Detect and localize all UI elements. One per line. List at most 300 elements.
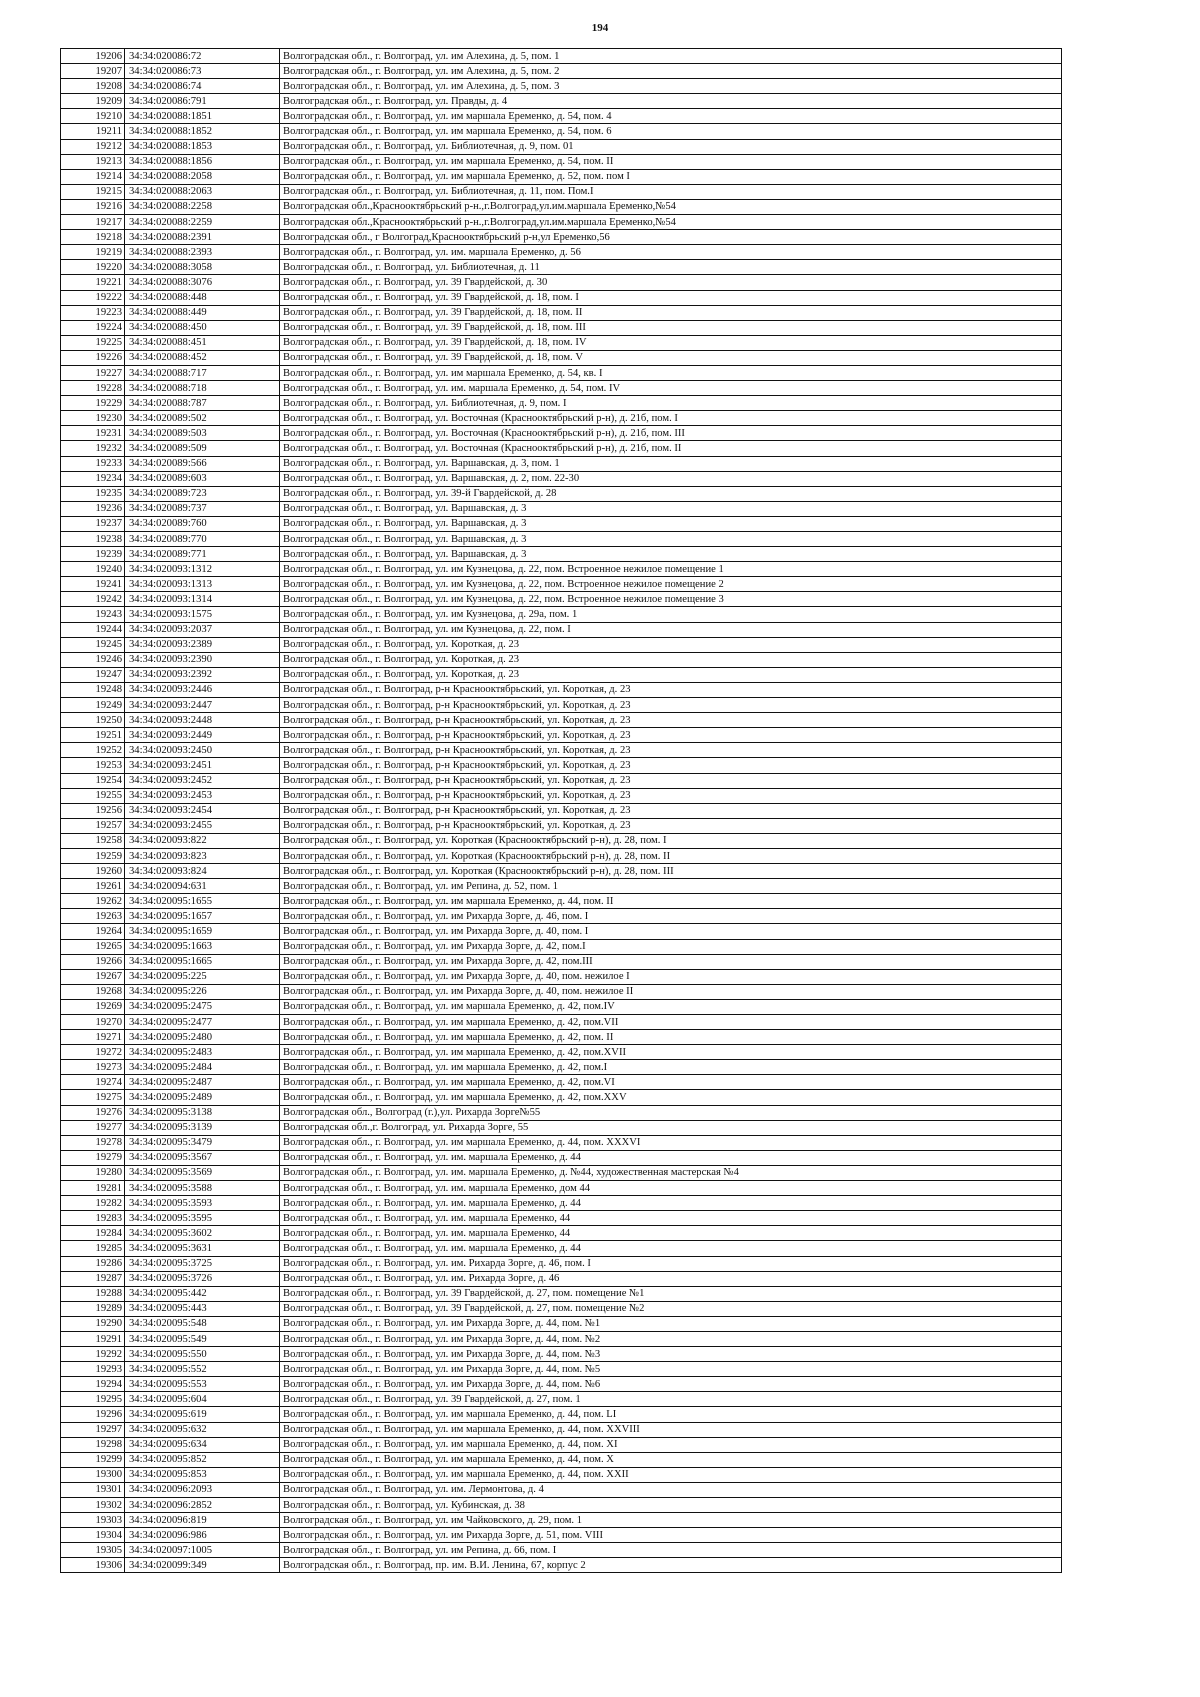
row-number: 19257 [61,818,125,833]
cadastral-number: 34:34:020089:603 [125,471,280,486]
table-row [61,456,1062,471]
table-row [61,1256,1062,1271]
cadastral-number: 34:34:020093:2449 [125,728,280,743]
address: Волгоградская обл., г. Волгоград, ул. им Рихарда Зорге, д. 42, пом.I [280,939,1062,954]
address: Волгоградская обл., г. Волгоград, ул. 39 Гвардейской, д. 18, пом. II [280,305,1062,320]
row-number: 19215 [61,184,125,199]
address: Волгоградская обл., г. Волгоград, ул. Варшавская, д. 3 [280,547,1062,562]
cadastral-number: 34:34:020099:349 [125,1558,280,1573]
table-row [61,1392,1062,1407]
cadastral-number: 34:34:020093:823 [125,848,280,863]
cadastral-number: 34:34:020093:2455 [125,818,280,833]
cadastral-number: 34:34:020095:2477 [125,1015,280,1030]
row-number: 19222 [61,290,125,305]
row-number: 19219 [61,245,125,260]
table-row [61,562,1062,577]
row-number: 19300 [61,1467,125,1482]
table-row [61,49,1062,64]
address: Волгоградская обл., г. Волгоград, ул. им маршала Еременко, д. 42, пом.IV [280,999,1062,1014]
cadastral-number: 34:34:020089:503 [125,426,280,441]
row-number: 19287 [61,1271,125,1286]
address: Волгоградская обл., г. Волгоград, ул. им Рихарда Зорге, д. 40, пом. нежилое II [280,984,1062,999]
registry-table-body [61,49,1062,1573]
address: Волгоградская обл., г. Волгоград, ул. Короткая (Краснооктябрьский р-н), д. 28, пом. III [280,864,1062,879]
table-row [61,426,1062,441]
cadastral-number: 34:34:020095:2489 [125,1090,280,1105]
cadastral-number: 34:34:020088:2063 [125,184,280,199]
row-number: 19206 [61,49,125,64]
row-number: 19278 [61,1135,125,1150]
address: Волгоградская обл., г. Волгоград, пр. им. В.И. Ленина, 67, корпус 2 [280,1558,1062,1573]
table-row [61,1241,1062,1256]
cadastral-number: 34:34:020088:2259 [125,215,280,230]
table-row [61,1045,1062,1060]
address: Волгоградская обл., г. Волгоград, ул. им Рихарда Зорге, д. 44, пом. №6 [280,1377,1062,1392]
table-row [61,1407,1062,1422]
cadastral-number: 34:34:020088:1853 [125,139,280,154]
row-number: 19293 [61,1362,125,1377]
cadastral-number: 34:34:020095:548 [125,1316,280,1331]
table-row [61,1150,1062,1165]
cadastral-number: 34:34:020095:1655 [125,894,280,909]
address: Волгоградская обл., г. Волгоград, ул. Короткая, д. 23 [280,667,1062,682]
cadastral-number: 34:34:020095:2475 [125,999,280,1014]
table-row [61,1105,1062,1120]
address: Волгоградская обл., г. Волгоград, ул. им маршала Еременко, д. 54, пом. 6 [280,124,1062,139]
row-number: 19232 [61,441,125,456]
address: Волгоградская обл., г. Волгоград, ул. им. маршала Еременко, 44 [280,1211,1062,1226]
cadastral-number: 34:34:020095:1659 [125,924,280,939]
page-number: 194 [591,22,609,34]
table-row [61,1362,1062,1377]
table-row [61,1543,1062,1558]
cadastral-number: 34:34:020095:553 [125,1377,280,1392]
table-row [61,486,1062,501]
address: Волгоградская обл., г. Волгоград, ул. Варшавская, д. 3 [280,532,1062,547]
cadastral-number: 34:34:020088:1852 [125,124,280,139]
row-number: 19262 [61,894,125,909]
address: Волгоградская обл., г. Волгоград, ул. им Рихарда Зорге, д. 42, пом.III [280,954,1062,969]
table-row [61,275,1062,290]
cadastral-number: 34:34:020088:717 [125,365,280,380]
row-number: 19303 [61,1513,125,1528]
address: Волгоградская обл., г. Волгоград, ул. им Кузнецова, д. 22, пом. Встроенное нежилое помещение 2 [280,577,1062,592]
cadastral-number: 34:34:020095:3602 [125,1226,280,1241]
cadastral-number: 34:34:020095:3595 [125,1211,280,1226]
table-row [61,260,1062,275]
cadastral-number: 34:34:020095:3479 [125,1135,280,1150]
table-row [61,1286,1062,1301]
address: Волгоградская обл., г. Волгоград, ул. 39 Гвардейской, д. 18, пом. IV [280,335,1062,350]
table-row [61,879,1062,894]
table-row [61,411,1062,426]
row-number: 19283 [61,1211,125,1226]
row-number: 19279 [61,1150,125,1165]
address: Волгоградская обл., г. Волгоград, ул. Варшавская, д. 3 [280,501,1062,516]
cadastral-number: 34:34:020093:2389 [125,637,280,652]
cadastral-number: 34:34:020096:2093 [125,1482,280,1497]
table-row [61,1558,1062,1573]
cadastral-number: 34:34:020089:502 [125,411,280,426]
address: Волгоградская обл., г. Волгоград, ул. им Рихарда Зорге, д. 51, пом. VIII [280,1528,1062,1543]
row-number: 19299 [61,1452,125,1467]
cadastral-number: 34:34:020096:819 [125,1513,280,1528]
row-number: 19253 [61,758,125,773]
address: Волгоградская обл., г. Волгоград, ул. им Рихарда Зорге, д. 46, пом. I [280,909,1062,924]
table-row [61,577,1062,592]
cadastral-number: 34:34:020088:452 [125,350,280,365]
table-row [61,335,1062,350]
cadastral-number: 34:34:020096:986 [125,1528,280,1543]
table-row [61,984,1062,999]
address: Волгоградская обл., г. Волгоград, ул. 39 Гвардейской, д. 30 [280,275,1062,290]
row-number: 19302 [61,1498,125,1513]
row-number: 19277 [61,1120,125,1135]
row-number: 19238 [61,532,125,547]
table-row [61,516,1062,531]
cadastral-number: 34:34:020088:448 [125,290,280,305]
table-row [61,939,1062,954]
table-row [61,1452,1062,1467]
table-row [61,290,1062,305]
address: Волгоградская обл., г. Волгоград, р-н Краснооктябрьский, ул. Короткая, д. 23 [280,758,1062,773]
cadastral-number: 34:34:020095:226 [125,984,280,999]
row-number: 19260 [61,864,125,879]
address: Волгоградская обл., г. Волгоград, ул. им. маршала Еременко, 44 [280,1226,1062,1241]
address: Волгоградская обл., г. Волгоград, ул. им. Рихарда Зорге, д. 46 [280,1271,1062,1286]
cadastral-number: 34:34:020096:2852 [125,1498,280,1513]
address: Волгоградская обл., г. Волгоград, ул. Варшавская, д. 3, пом. 1 [280,456,1062,471]
cadastral-number: 34:34:020093:2451 [125,758,280,773]
row-number: 19284 [61,1226,125,1241]
table-row [61,894,1062,909]
row-number: 19259 [61,848,125,863]
cadastral-number: 34:34:020095:443 [125,1301,280,1316]
address: Волгоградская обл.,Краснооктябрьский р-н.,г.Волгоград,ул.им.маршала Еременко,№54 [280,215,1062,230]
table-row [61,833,1062,848]
table-row [61,592,1062,607]
row-number: 19256 [61,803,125,818]
row-number: 19291 [61,1331,125,1346]
table-row [61,848,1062,863]
address: Волгоградская обл., г. Волгоград, ул. им Кузнецова, д. 22, пом. Встроенное нежилое помещение 3 [280,592,1062,607]
cadastral-number: 34:34:020086:73 [125,64,280,79]
address: Волгоградская обл., г. Волгоград, ул. им Рихарда Зорге, д. 40, пом. нежилое I [280,969,1062,984]
row-number: 19271 [61,1030,125,1045]
cadastral-number: 34:34:020088:1856 [125,154,280,169]
table-row [61,350,1062,365]
cadastral-number: 34:34:020088:450 [125,320,280,335]
address: Волгоградская обл., г. Волгоград, ул. им маршала Еременко, д. 42, пом.VI [280,1075,1062,1090]
row-number: 19304 [61,1528,125,1543]
table-row [61,622,1062,637]
address: Волгоградская обл., г. Волгоград, ул. им. маршала Еременко, д. 54, пом. IV [280,381,1062,396]
table-row [61,924,1062,939]
row-number: 19301 [61,1482,125,1497]
table-row [61,667,1062,682]
row-number: 19263 [61,909,125,924]
address: Волгоградская обл., г. Волгоград, р-н Краснооктябрьский, ул. Короткая, д. 23 [280,788,1062,803]
address: Волгоградская обл., г. Волгоград, р-н Краснооктябрьский, ул. Короткая, д. 23 [280,713,1062,728]
row-number: 19288 [61,1286,125,1301]
cadastral-number: 34:34:020088:2258 [125,199,280,214]
address: Волгоградская обл., г. Волгоград, ул. им Алехина, д. 5, пом. 3 [280,79,1062,94]
cadastral-number: 34:34:020095:2484 [125,1060,280,1075]
cadastral-number: 34:34:020095:442 [125,1286,280,1301]
row-number: 19282 [61,1196,125,1211]
table-row [61,652,1062,667]
row-number: 19246 [61,652,125,667]
row-number: 19237 [61,516,125,531]
cadastral-number: 34:34:020095:3588 [125,1181,280,1196]
cadastral-number: 34:34:020095:632 [125,1422,280,1437]
address: Волгоградская обл.,Краснооктябрьский р-н.,г.Волгоград,ул.им.маршала Еременко,№54 [280,199,1062,214]
cadastral-number: 34:34:020086:791 [125,94,280,109]
table-row [61,79,1062,94]
cadastral-number: 34:34:020088:2391 [125,230,280,245]
cadastral-number: 34:34:020089:760 [125,516,280,531]
cadastral-number: 34:34:020095:3631 [125,1241,280,1256]
address: Волгоградская обл., г. Волгоград, ул. им Кузнецова, д. 22, пом. Встроенное нежилое помещение 1 [280,562,1062,577]
row-number: 19249 [61,698,125,713]
table-row [61,1196,1062,1211]
row-number: 19255 [61,788,125,803]
cadastral-number: 34:34:020088:718 [125,381,280,396]
table-row [61,1528,1062,1543]
table-row [61,199,1062,214]
cadastral-number: 34:34:020089:771 [125,547,280,562]
row-number: 19275 [61,1090,125,1105]
address: Волгоградская обл., г. Волгоград, ул. Короткая (Краснооктябрьский р-н), д. 28, пом. II [280,848,1062,863]
cadastral-number: 34:34:020094:631 [125,879,280,894]
cadastral-number: 34:34:020095:3567 [125,1150,280,1165]
row-number: 19224 [61,320,125,335]
table-row [61,1347,1062,1362]
address: Волгоградская обл., г. Волгоград, ул. им. маршала Еременко, д. 44 [280,1196,1062,1211]
address: Волгоградская обл., г. Волгоград, ул. 39 Гвардейской, д. 27, пом. 1 [280,1392,1062,1407]
row-number: 19276 [61,1105,125,1120]
cadastral-number: 34:34:020093:1313 [125,577,280,592]
table-row [61,532,1062,547]
cadastral-number: 34:34:020095:3593 [125,1196,280,1211]
table-row [61,64,1062,79]
address: Волгоградская обл., г. Волгоград, ул. Варшавская, д. 3 [280,516,1062,531]
address: Волгоградская обл., г. Волгоград, ул. им маршала Еременко, д. 44, пом. XI [280,1437,1062,1452]
table-row [61,969,1062,984]
row-number: 19250 [61,713,125,728]
row-number: 19245 [61,637,125,652]
table-row [61,1090,1062,1105]
table-row [61,1135,1062,1150]
address: Волгоградская обл., г. Волгоград, ул. им. маршала Еременко, д. №44, художественная мастерская №4 [280,1165,1062,1180]
row-number: 19305 [61,1543,125,1558]
row-number: 19297 [61,1422,125,1437]
cadastral-number: 34:34:020088:451 [125,335,280,350]
row-number: 19236 [61,501,125,516]
address: Волгоградская обл., Волгоград (г.),ул. Рихарда Зорге№55 [280,1105,1062,1120]
table-row [61,954,1062,969]
cadastral-number: 34:34:020093:2453 [125,788,280,803]
cadastral-number: 34:34:020088:2393 [125,245,280,260]
address: Волгоградская обл., г. Волгоград, ул. Библиотечная, д. 9, пом. I [280,396,1062,411]
table-row [61,1377,1062,1392]
table-row [61,1301,1062,1316]
cadastral-number: 34:34:020089:737 [125,501,280,516]
address: Волгоградская обл., г. Волгоград, ул. им маршала Еременко, д. 44, пом. XXII [280,1467,1062,1482]
cadastral-number: 34:34:020093:2450 [125,743,280,758]
row-number: 19274 [61,1075,125,1090]
table-row [61,139,1062,154]
address: Волгоградская обл., г. Волгоград, ул. им Рихарда Зорге, д. 44, пом. №3 [280,1347,1062,1362]
cadastral-number: 34:34:020093:2446 [125,682,280,697]
table-row [61,698,1062,713]
row-number: 19212 [61,139,125,154]
cadastral-number: 34:34:020093:2390 [125,652,280,667]
row-number: 19258 [61,833,125,848]
cadastral-number: 34:34:020097:1005 [125,1543,280,1558]
table-row [61,471,1062,486]
table-row [61,818,1062,833]
row-number: 19272 [61,1045,125,1060]
address: Волгоградская обл., г. Волгоград, ул. им Репина, д. 52, пом. 1 [280,879,1062,894]
table-row [61,1331,1062,1346]
row-number: 19270 [61,1015,125,1030]
table-row [61,154,1062,169]
table-row [61,1030,1062,1045]
address: Волгоградская обл., г. Волгоград, ул. им. Рихарда Зорге, д. 46, пом. I [280,1256,1062,1271]
address: Волгоградская обл., г. Волгоград, ул. им Рихарда Зорге, д. 44, пом. №5 [280,1362,1062,1377]
cadastral-number: 34:34:020095:619 [125,1407,280,1422]
address: Волгоградская обл.,г. Волгоград, ул. Рихарда Зорге, 55 [280,1120,1062,1135]
row-number: 19269 [61,999,125,1014]
table-row [61,1437,1062,1452]
cadastral-number: 34:34:020093:2392 [125,667,280,682]
table-row [61,441,1062,456]
table-row [61,94,1062,109]
address: Волгоградская обл., г. Волгоград, ул. им Кузнецова, д. 29а, пом. 1 [280,607,1062,622]
row-number: 19273 [61,1060,125,1075]
table-row [61,1226,1062,1241]
address: Волгоградская обл., г. Волгоград, ул. Короткая, д. 23 [280,637,1062,652]
row-number: 19207 [61,64,125,79]
address: Волгоградская обл., г. Волгоград, ул. им Рихарда Зорге, д. 44, пом. №2 [280,1331,1062,1346]
address: Волгоградская обл., г. Волгоград, ул. Восточная (Краснооктябрьский р-н), д. 21б, пом. I [280,411,1062,426]
row-number: 19221 [61,275,125,290]
table-row [61,1165,1062,1180]
row-number: 19225 [61,335,125,350]
row-number: 19209 [61,94,125,109]
address: Волгоградская обл., г. Волгоград, р-н Краснооктябрьский, ул. Короткая, д. 23 [280,728,1062,743]
table-row [61,1482,1062,1497]
table-row [61,682,1062,697]
table-row [61,864,1062,879]
table-row [61,999,1062,1014]
address: Волгоградская обл., г. Волгоград, ул. им маршала Еременко, д. 42, пом.I [280,1060,1062,1075]
address: Волгоградская обл., г. Волгоград, ул. 39-й Гвардейской, д. 28 [280,486,1062,501]
cadastral-number: 34:34:020095:634 [125,1437,280,1452]
table-row [61,320,1062,335]
row-number: 19217 [61,215,125,230]
address: Волгоградская обл., г. Волгоград, ул. Короткая (Краснооктябрьский р-н), д. 28, пом. I [280,833,1062,848]
table-row [61,547,1062,562]
cadastral-number: 34:34:020095:1665 [125,954,280,969]
table-row [61,607,1062,622]
address: Волгоградская обл., г. Волгоград, ул. 39 Гвардейской, д. 27, пом. помещение №1 [280,1286,1062,1301]
address: Волгоградская обл., г. Волгоград, р-н Краснооктябрьский, ул. Короткая, д. 23 [280,818,1062,833]
address: Волгоградская обл., г. Волгоград, ул. им маршала Еременко, д. 52, пом. пом I [280,169,1062,184]
cadastral-number: 34:34:020093:2447 [125,698,280,713]
address: Волгоградская обл., г. Волгоград, ул. им Чайковского, д. 29, пом. 1 [280,1513,1062,1528]
row-number: 19214 [61,169,125,184]
cadastral-number: 34:34:020093:1314 [125,592,280,607]
cadastral-number: 34:34:020095:225 [125,969,280,984]
table-row [61,381,1062,396]
row-number: 19240 [61,562,125,577]
address: Волгоградская обл., г. Волгоград, ул. им маршала Еременко, д. 44, пом. X [280,1452,1062,1467]
cadastral-number: 34:34:020089:509 [125,441,280,456]
cadastral-number: 34:34:020093:2454 [125,803,280,818]
cadastral-number: 34:34:020095:3138 [125,1105,280,1120]
table-row [61,1513,1062,1528]
table-row [61,396,1062,411]
row-number: 19208 [61,79,125,94]
address: Волгоградская обл., г. Волгоград, ул. им маршала Еременко, д. 54, пом. 4 [280,109,1062,124]
address: Волгоградская обл., г. Волгоград, ул. Восточная (Краснооктябрьский р-н), д. 21б, пом. III [280,426,1062,441]
cadastral-number: 34:34:020095:2483 [125,1045,280,1060]
cadastral-number: 34:34:020088:2058 [125,169,280,184]
row-number: 19223 [61,305,125,320]
address: Волгоградская обл., г. Волгоград, ул. им маршала Еременко, д. 44, пом. II [280,894,1062,909]
address: Волгоградская обл., г. Волгоград, ул. Библиотечная, д. 11, пом. Пом.I [280,184,1062,199]
row-number: 19248 [61,682,125,697]
row-number: 19268 [61,984,125,999]
table-row [61,773,1062,788]
table-row [61,743,1062,758]
row-number: 19243 [61,607,125,622]
address: Волгоградская обл., г. Волгоград, р-н Краснооктябрьский, ул. Короткая, д. 23 [280,803,1062,818]
table-row [61,215,1062,230]
address: Волгоградская обл., г. Волгоград, ул. 39 Гвардейской, д. 18, пом. I [280,290,1062,305]
row-number: 19306 [61,1558,125,1573]
row-number: 19280 [61,1165,125,1180]
address: Волгоградская обл., г. Волгоград, ул. Правды, д. 4 [280,94,1062,109]
table-row [61,169,1062,184]
address: Волгоградская обл., г. Волгоград, ул. им Алехина, д. 5, пом. 2 [280,64,1062,79]
row-number: 19261 [61,879,125,894]
cadastral-number: 34:34:020095:550 [125,1347,280,1362]
row-number: 19247 [61,667,125,682]
address: Волгоградская обл., г. Волгоград, ул. Библиотечная, д. 9, пом. 01 [280,139,1062,154]
address: Волгоградская обл., г. Волгоград, ул. 39 Гвардейской, д. 27, пом. помещение №2 [280,1301,1062,1316]
address: Волгоградская обл., г. Волгоград, ул. им маршала Еременко, д. 54, кв. I [280,365,1062,380]
address: Волгоградская обл., г. Волгоград, ул. им маршала Еременко, д. 42, пом.VII [280,1015,1062,1030]
cadastral-number: 34:34:020095:604 [125,1392,280,1407]
address: Волгоградская обл., г. Волгоград, ул. им Рихарда Зорге, д. 40, пом. I [280,924,1062,939]
cadastral-number: 34:34:020089:566 [125,456,280,471]
row-number: 19264 [61,924,125,939]
row-number: 19294 [61,1377,125,1392]
row-number: 19228 [61,381,125,396]
address: Волгоградская обл., г. Волгоград, ул. 39 Гвардейской, д. 18, пом. III [280,320,1062,335]
table-row [61,1181,1062,1196]
row-number: 19239 [61,547,125,562]
cadastral-number: 34:34:020088:1851 [125,109,280,124]
address: Волгоградская обл., г. Волгоград, ул. им. маршала Еременко, д. 44 [280,1150,1062,1165]
address: Волгоградская обл., г. Волгоград, ул. им маршала Еременко, д. 42, пом.XXV [280,1090,1062,1105]
row-number: 19235 [61,486,125,501]
address: Волгоградская обл., г. Волгоград, ул. им маршала Еременко, д. 54, пом. II [280,154,1062,169]
address: Волгоградская обл., г. Волгоград, ул. Короткая, д. 23 [280,652,1062,667]
